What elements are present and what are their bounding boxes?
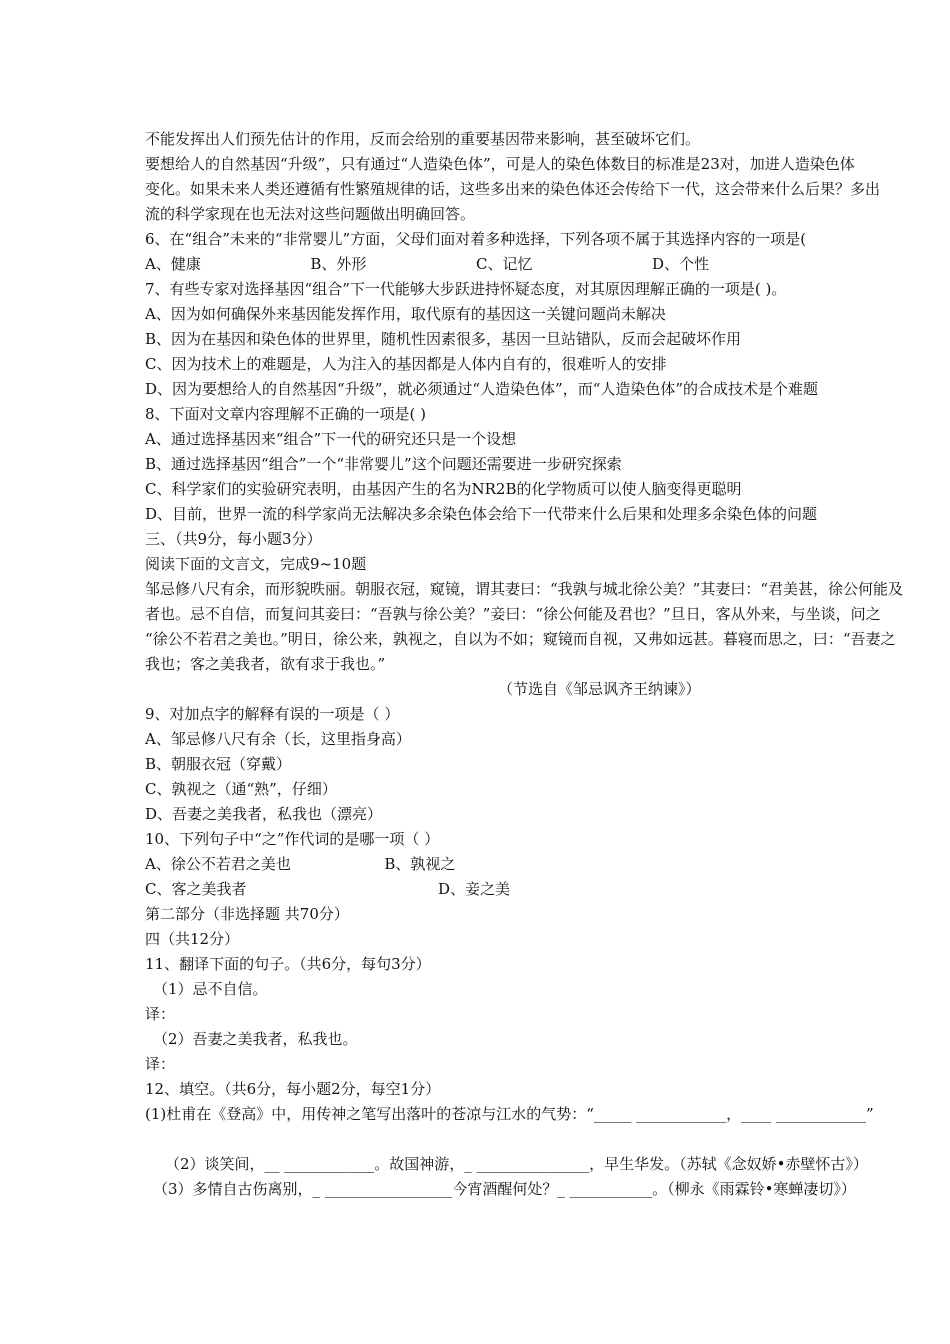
- question-10-options-row2: [145, 878, 510, 900]
- question-6-options: [145, 253, 709, 275]
- option-a: A、因为如何确保外来基因能发挥作用，取代原有的基因这一关键问题尚未解决: [145, 305, 666, 323]
- text-line: 流的科学家现在也无法对这些问题做出明确回答。: [145, 205, 476, 223]
- option-d: D、吾妻之美我者，私我也（漂亮）: [145, 805, 383, 823]
- option-c: C、记忆: [476, 255, 533, 273]
- option-c: C、客之美我者: [145, 880, 247, 898]
- option-b: B、因为在基因和染色体的世界里，随机性因素很多，基因一旦站错队，反而会起破坏作用: [145, 330, 742, 348]
- fill-in-3: （3）多情自古伤离别，_ _________________今宵酒醒何处？_ ___________。（柳永《雨霖铃•寒蝉凄切》）: [153, 1180, 856, 1198]
- option-a: A、健康: [145, 255, 201, 273]
- passage-line: 邹忌修八尺有余，而形貌昳丽。朝服衣冠，窥镜，谓其妻曰：“我孰与城北徐公美？”其妻曰：“君美甚，徐公何能及: [145, 580, 904, 598]
- section-heading: 三、（共9分，每小题3分）: [145, 530, 322, 548]
- question-6: 6、在“组合”未来的“非常婴儿”方面，父母们面对着多种选择，下列各项不属于其选择内容的一项是(: [145, 230, 807, 248]
- question-8: 8、下面对文章内容理解不正确的一项是( ): [145, 405, 427, 423]
- translation-label: 译：: [145, 1055, 176, 1073]
- option-b: B、通过选择基因“组合”一个“非常婴儿”这个问题还需要进一步研究探索: [145, 455, 622, 473]
- question-12: 12、填空。（共6分，每小题2分，每空1分）: [145, 1080, 441, 1098]
- translation-label: 译：: [145, 1005, 176, 1023]
- option-d: D、个性: [652, 255, 710, 273]
- option-b: B、外形: [310, 255, 367, 273]
- option-a: A、徐公不若君之美也: [145, 855, 291, 873]
- option-a: A、邹忌修八尺有余（长，这里指身高）: [145, 730, 411, 748]
- instruction: 阅读下面的文言文，完成9~10题: [145, 555, 367, 573]
- passage-line: 我也；客之美我者，欲有求于我也。”: [145, 655, 386, 673]
- sentence-2: （2）吾妻之美我者，私我也。: [153, 1030, 358, 1048]
- question-7: 7、有些专家对选择基因“组合”下一代能够大步跃进持怀疑态度，对其原因理解正确的一项是( )。: [145, 280, 787, 298]
- option-d: D、目前，世界一流的科学家尚无法解决多余染色体会给下一代带来什么后果和处理多余染色体的问题: [145, 505, 818, 523]
- option-c: C、科学家们的实验研究表明，由基因产生的名为NR2B的化学物质可以使人脑变得更聪明: [145, 480, 742, 498]
- text-line: 不能发挥出人们预先估计的作用，反而会给别的重要基因带来影响，甚至破坏它们。: [145, 130, 701, 148]
- passage-line: 者也。忌不自信，而复问其妾曰：“吾孰与徐公美？”妾曰：“徐公何能及君也？”旦日，客从外来，与坐谈，问之: [145, 605, 881, 623]
- text-line: 变化。如果未来人类还遵循有性繁殖规律的话，这些多出来的染色体还会传给下一代，这会带来什么后果？多出: [145, 180, 881, 198]
- question-11: 11、翻译下面的句子。（共6分，每句3分）: [145, 955, 431, 973]
- option-d: D、因为要想给人的自然基因“升级”，就必须通过“人造染色体”，而“人造染色体”的合成技术是个难题: [145, 380, 819, 398]
- passage-line: “徐公不若君之美也。”明日，徐公来，孰视之，自以为不如；窥镜而自视，又弗如远甚。暮寝而思之，曰：“吾妻之: [145, 630, 896, 648]
- option-c: C、孰视之（通“熟”，仔细）: [145, 780, 337, 798]
- text-line: 要想给人的自然基因“升级”，只有通过“人造染色体”，可是人的染色体数目的标准是23对，加进人造染色体: [145, 155, 855, 173]
- option-a: A、通过选择基因来“组合”下一代的研究还只是一个设想: [145, 430, 517, 448]
- option-b: B、孰视之: [384, 855, 456, 873]
- option-c: C、因为技术上的难题是，人为注入的基因都是人体内自有的，很难听人的安排: [145, 355, 667, 373]
- fill-in-2: （2）谈笑间，__ ____________。故国神游，_ _______________，早生华发。（苏轼《念奴娇•赤壁怀古》）: [165, 1155, 868, 1173]
- passage-source: （节选自《邹忌讽齐王纳谏》）: [498, 680, 701, 698]
- fill-in-1: (1)杜甫在《登高》中，用传神之笔写出落叶的苍凉与江水的气势：“_____ ____________，____ ____________”: [145, 1105, 874, 1123]
- question-10: 10、下列句子中“之”作代词的是哪一项（ ）: [145, 830, 440, 848]
- part-heading: 第二部分（非选择题 共70分）: [145, 905, 349, 923]
- question-10-options-row1: [145, 853, 455, 875]
- section-heading: 四（共12分）: [145, 930, 240, 948]
- question-9: 9、对加点字的解释有误的一项是（ ）: [145, 705, 400, 723]
- sentence-1: （1）忌不自信。: [153, 980, 268, 998]
- option-b: B、朝服衣冠（穿戴）: [145, 755, 292, 773]
- option-d: D、妾之美: [438, 880, 511, 898]
